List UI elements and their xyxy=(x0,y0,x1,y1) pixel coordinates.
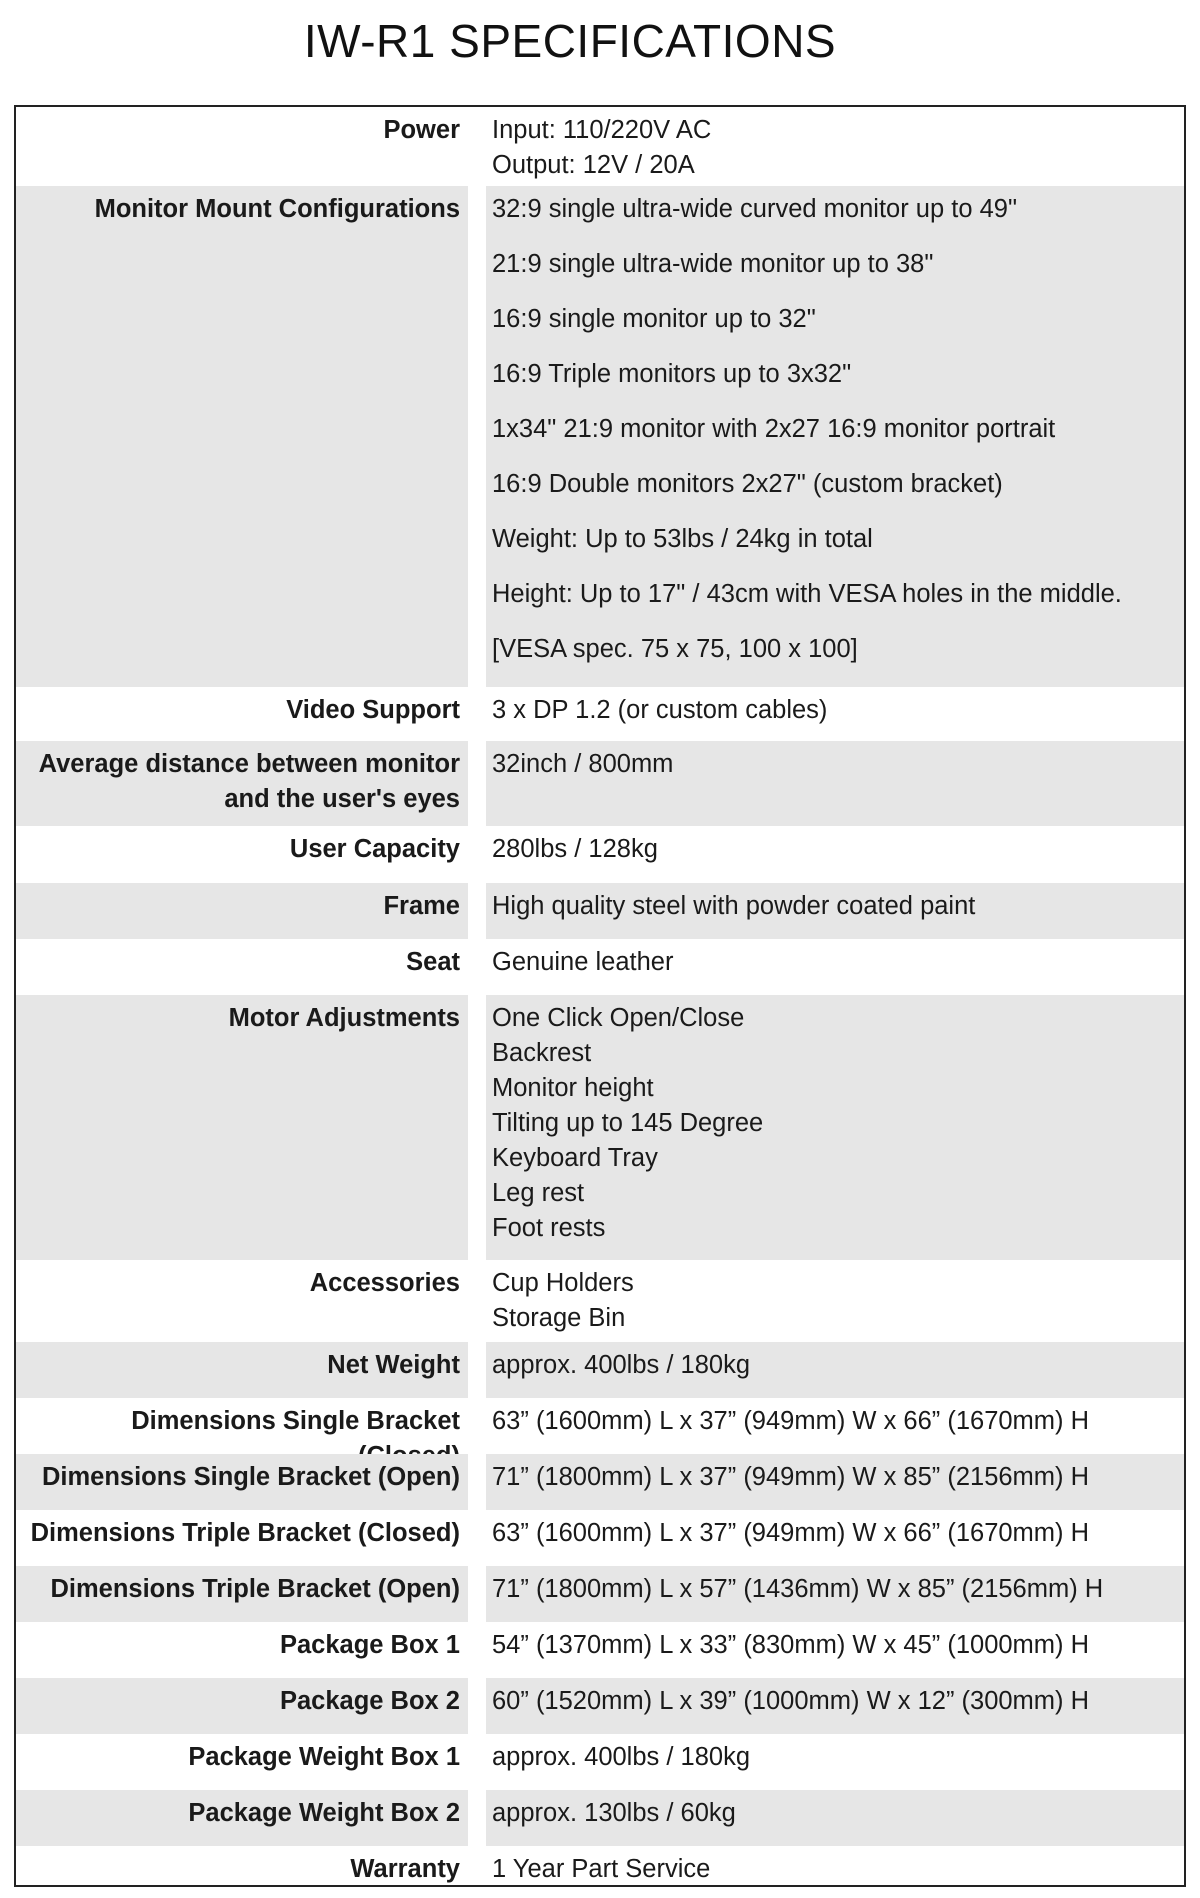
column-divider xyxy=(468,995,486,1260)
column-divider xyxy=(468,883,486,939)
spec-value-line: Output: 12V / 20A xyxy=(492,151,695,179)
spec-label: Net Weight xyxy=(16,1342,468,1398)
table-row xyxy=(16,1510,1184,1566)
spec-value-line: 60” (1520mm) L x 39” (1000mm) W x 12” (300mm) H xyxy=(492,1687,1090,1715)
spec-value xyxy=(486,107,1184,186)
spec-value-line: Foot rests xyxy=(492,1214,606,1242)
page-title: IW-R1 SPECIFICATIONS xyxy=(303,15,837,67)
table-row xyxy=(16,826,1184,883)
column-divider xyxy=(468,1398,486,1454)
spec-value-line: 1 Year Part Service xyxy=(492,1855,711,1883)
table-row xyxy=(16,1622,1184,1678)
spec-value xyxy=(486,1678,1184,1734)
column-divider xyxy=(468,1622,486,1678)
column-divider xyxy=(468,1260,486,1342)
spec-value-line: High quality steel with powder coated paint xyxy=(492,892,976,920)
spec-label: Power xyxy=(383,116,460,144)
spec-label: Dimensions Triple Bracket (Open) xyxy=(16,1566,468,1622)
spec-label: Motor Adjustments xyxy=(16,995,468,1260)
spec-label: Package Weight Box 2 xyxy=(16,1790,468,1846)
spec-value xyxy=(486,883,1184,939)
spec-value xyxy=(486,1734,1184,1790)
spec-value-line: Cup Holders xyxy=(492,1269,634,1297)
spec-value-line: 63” (1600mm) L x 37” (949mm) W x 66” (1670mm) H xyxy=(492,1407,1090,1435)
spec-value-line: 32:9 single ultra-wide curved monitor up to 49" xyxy=(492,195,1018,223)
table-row xyxy=(16,1734,1184,1790)
spec-value-line: 63” (1600mm) L x 37” (949mm) W x 66” (1670mm) H xyxy=(492,1519,1090,1547)
spec-value-line: Weight: Up to 53lbs / 24kg in total xyxy=(492,525,873,553)
spec-value-line: 3 x DP 1.2 (or custom cables) xyxy=(492,696,828,724)
spec-label: Package Box 2 xyxy=(16,1678,468,1734)
column-divider xyxy=(468,1678,486,1734)
spec-value-line: Storage Bin xyxy=(492,1304,626,1332)
column-divider xyxy=(468,826,486,883)
table-row xyxy=(16,995,1184,1260)
spec-value xyxy=(486,1566,1184,1622)
table-row xyxy=(16,687,1184,741)
column-divider xyxy=(468,741,486,826)
column-divider xyxy=(468,1510,486,1566)
table-row xyxy=(16,883,1184,939)
table-row xyxy=(16,1790,1184,1846)
spec-value xyxy=(486,995,1184,1260)
table-row xyxy=(16,107,1184,186)
column-divider xyxy=(468,1454,486,1510)
spec-label: Package Weight Box 1 xyxy=(188,1743,460,1771)
spec-label: Seat xyxy=(406,948,460,976)
spec-label: Video Support xyxy=(286,696,460,724)
spec-value-line: [VESA spec. 75 x 75, 100 x 100] xyxy=(492,635,858,663)
spec-value-line: approx. 400lbs / 180kg xyxy=(492,1351,751,1379)
spec-label: Dimensions Triple Bracket (Closed) xyxy=(30,1519,460,1547)
spec-value-line: Leg rest xyxy=(492,1179,585,1207)
spec-label: User Capacity xyxy=(289,835,460,863)
spec-label: Dimensions Single Bracket (Open) xyxy=(16,1454,468,1510)
spec-value xyxy=(486,1510,1184,1566)
spec-value-line: 21:9 single ultra-wide monitor up to 38" xyxy=(492,250,934,278)
spec-value-line: 71” (1800mm) L x 37” (949mm) W x 85” (2156mm) H xyxy=(492,1463,1090,1491)
spec-value-line: Genuine leather xyxy=(492,948,674,976)
spec-value xyxy=(486,1846,1184,1887)
spec-value-line: 16:9 single monitor up to 32" xyxy=(492,305,816,333)
spec-value xyxy=(486,1342,1184,1398)
spec-label: Package Box 1 xyxy=(279,1631,460,1659)
spec-label: Warranty xyxy=(350,1855,460,1883)
table-row xyxy=(16,939,1184,995)
spec-label xyxy=(16,741,468,826)
spec-value-line: Input: 110/220V AC xyxy=(492,116,712,144)
spec-label: Monitor Mount Configurations xyxy=(16,186,468,687)
spec-value xyxy=(486,1790,1184,1846)
spec-label-line: Average distance between monitor xyxy=(38,750,460,778)
table-row xyxy=(16,1678,1184,1734)
spec-value-line: approx. 130lbs / 60kg xyxy=(492,1799,736,1827)
spec-value-line: Tilting up to 145 Degree xyxy=(492,1109,764,1137)
spec-value-line: One Click Open/Close xyxy=(492,1004,745,1032)
column-divider xyxy=(468,939,486,995)
column-divider xyxy=(468,1846,486,1887)
spec-label-line: and the user's eyes xyxy=(224,785,460,813)
spec-value-line: Height: Up to 17" / 43cm with VESA holes in the middle. xyxy=(492,580,1122,608)
spec-value xyxy=(486,939,1184,995)
column-divider xyxy=(468,1566,486,1622)
spec-value xyxy=(486,1398,1184,1454)
spec-value xyxy=(486,687,1184,741)
spec-table xyxy=(14,105,1186,1887)
spec-value-line: 280lbs / 128kg xyxy=(492,835,658,863)
table-row xyxy=(16,1260,1184,1342)
column-divider xyxy=(468,186,486,687)
spec-value-line: 16:9 Triple monitors up to 3x32" xyxy=(492,360,852,388)
table-row xyxy=(16,1398,1184,1454)
spec-value xyxy=(486,826,1184,883)
spec-value xyxy=(486,741,1184,826)
spec-label: Dimensions Single Bracket xyxy=(131,1407,460,1435)
table-row xyxy=(16,1566,1184,1622)
spec-label: Accessories xyxy=(309,1269,460,1297)
spec-value-line: 16:9 Double monitors 2x27" (custom bracket) xyxy=(492,470,1003,498)
spec-value-line: Backrest xyxy=(492,1039,592,1067)
column-divider xyxy=(468,1342,486,1398)
table-row xyxy=(16,1454,1184,1510)
column-divider xyxy=(468,687,486,741)
column-divider xyxy=(468,1790,486,1846)
spec-value xyxy=(486,186,1184,687)
column-divider xyxy=(468,107,486,186)
spec-value-line: Monitor height xyxy=(492,1074,654,1102)
spec-value-line: approx. 400lbs / 180kg xyxy=(492,1743,751,1771)
spec-value-line: 71” (1800mm) L x 57” (1436mm) W x 85” (2156mm) H xyxy=(492,1575,1104,1603)
spec-value-line: Keyboard Tray xyxy=(492,1144,658,1172)
spec-label: Frame xyxy=(16,883,468,939)
table-row xyxy=(16,741,1184,826)
spec-value xyxy=(486,1454,1184,1510)
spec-value-line: 54” (1370mm) L x 33” (830mm) W x 45” (1000mm) H xyxy=(492,1631,1090,1659)
spec-value xyxy=(486,1622,1184,1678)
table-row xyxy=(16,186,1184,687)
spec-value-line: 32inch / 800mm xyxy=(492,750,674,778)
spec-value-line: 1x34" 21:9 monitor with 2x27 16:9 monitor portrait xyxy=(492,415,1056,443)
column-divider xyxy=(468,1734,486,1790)
table-row xyxy=(16,1846,1184,1887)
spec-value xyxy=(486,1260,1184,1342)
table-row xyxy=(16,1342,1184,1398)
